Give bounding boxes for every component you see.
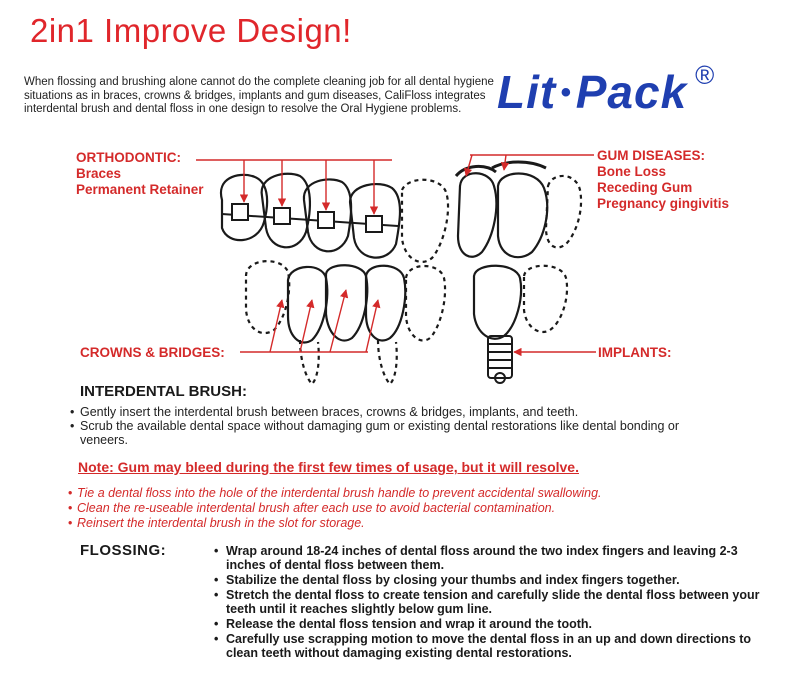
list-item: • Wrap around 18-24 inches of dental floss around the two index fingers and leaving 2-3 inches of dental floss between them. bbox=[214, 544, 774, 572]
root bbox=[300, 340, 319, 384]
intro-paragraph: When flossing and brushing alone cannot do the complete cleaning job for all dental hygiene situations as in braces, crowns & bridges, implants and gum diseases, CaliFloss integrates interdental brush and dental floss in one design to resolve the Oral Hygiene problems. bbox=[24, 76, 494, 115]
tooth bbox=[474, 266, 521, 339]
crowns-bridges-label: CROWNS & BRIDGES: bbox=[80, 345, 225, 360]
tooth bbox=[246, 261, 289, 333]
root bbox=[378, 340, 397, 384]
tooth bbox=[524, 266, 567, 332]
page-title: 2in1 Improve Design! bbox=[30, 12, 352, 49]
interdental-brush-heading: INTERDENTAL BRUSH: bbox=[80, 383, 247, 400]
tooth bbox=[326, 265, 367, 340]
annotation-arrows bbox=[196, 155, 596, 352]
list-item: • Gently insert the interdental brush between braces, crowns & bridges, implants, and teeth. bbox=[70, 405, 710, 419]
tooth bbox=[406, 266, 445, 341]
logo-text-lit: Lit bbox=[497, 66, 557, 118]
orthodontic-label bbox=[76, 150, 204, 198]
registered-mark: ® bbox=[695, 60, 716, 90]
gum-diseases-item: Receding Gum bbox=[597, 180, 693, 195]
list-item: • Scrub the available dental space without damaging gum or existing dental restorations like dental bonding or veneers. bbox=[70, 419, 710, 447]
gum-line bbox=[492, 162, 546, 168]
tooth bbox=[546, 176, 581, 248]
orthodontic-item: Braces bbox=[76, 166, 122, 181]
tooth bbox=[402, 180, 448, 262]
orthodontic-item: Permanent Retainer bbox=[76, 182, 204, 197]
gum-bleed-note: Note: Gum may bleed during the first few times of usage, but it will resolve. bbox=[78, 459, 579, 475]
logo-text-pack: Pack bbox=[575, 66, 688, 118]
orthodontic-heading: ORTHODONTIC: bbox=[76, 150, 181, 165]
tooth bbox=[288, 267, 327, 343]
care-instructions-list bbox=[68, 486, 748, 531]
tooth bbox=[498, 174, 547, 258]
logo-dot: • bbox=[560, 76, 572, 109]
gum-line bbox=[456, 166, 496, 176]
flossing-heading: FLOSSING: bbox=[80, 542, 167, 559]
gum-diseases-item: Pregnancy gingivitis bbox=[597, 196, 730, 211]
list-item: • Stabilize the dental floss by closing your thumbs and index fingers together. bbox=[214, 573, 774, 587]
gum-diseases-item: Bone Loss bbox=[597, 164, 667, 179]
list-item: • Carefully use scrapping motion to move the dental floss in an up and down directions to clean teeth without damaging existing dental restorations. bbox=[214, 632, 774, 660]
tooth bbox=[458, 173, 496, 257]
list-item: • Release the dental floss tension and wrap it around the tooth. bbox=[214, 617, 774, 631]
gum-diseases-label bbox=[597, 148, 729, 212]
implant-post bbox=[488, 336, 512, 383]
list-item: • Clean the re-useable interdental brush after each use to avoid bacterial contamination. bbox=[68, 501, 748, 516]
list-item: • Stretch the dental floss to create tension and carefully slide the dental floss between your teeth until it reaches slightly below gum line. bbox=[214, 588, 774, 616]
flossing-list bbox=[214, 544, 774, 661]
lower-teeth bbox=[246, 261, 567, 384]
implants-label: IMPLANTS: bbox=[598, 345, 672, 360]
list-item: • Tie a dental floss into the hole of the interdental brush handle to prevent accidental swallowing. bbox=[68, 486, 748, 501]
interdental-brush-list bbox=[70, 405, 710, 447]
list-item: • Reinsert the interdental brush in the slot for storage. bbox=[68, 516, 748, 531]
gum-diseases-heading: GUM DISEASES: bbox=[597, 148, 706, 163]
